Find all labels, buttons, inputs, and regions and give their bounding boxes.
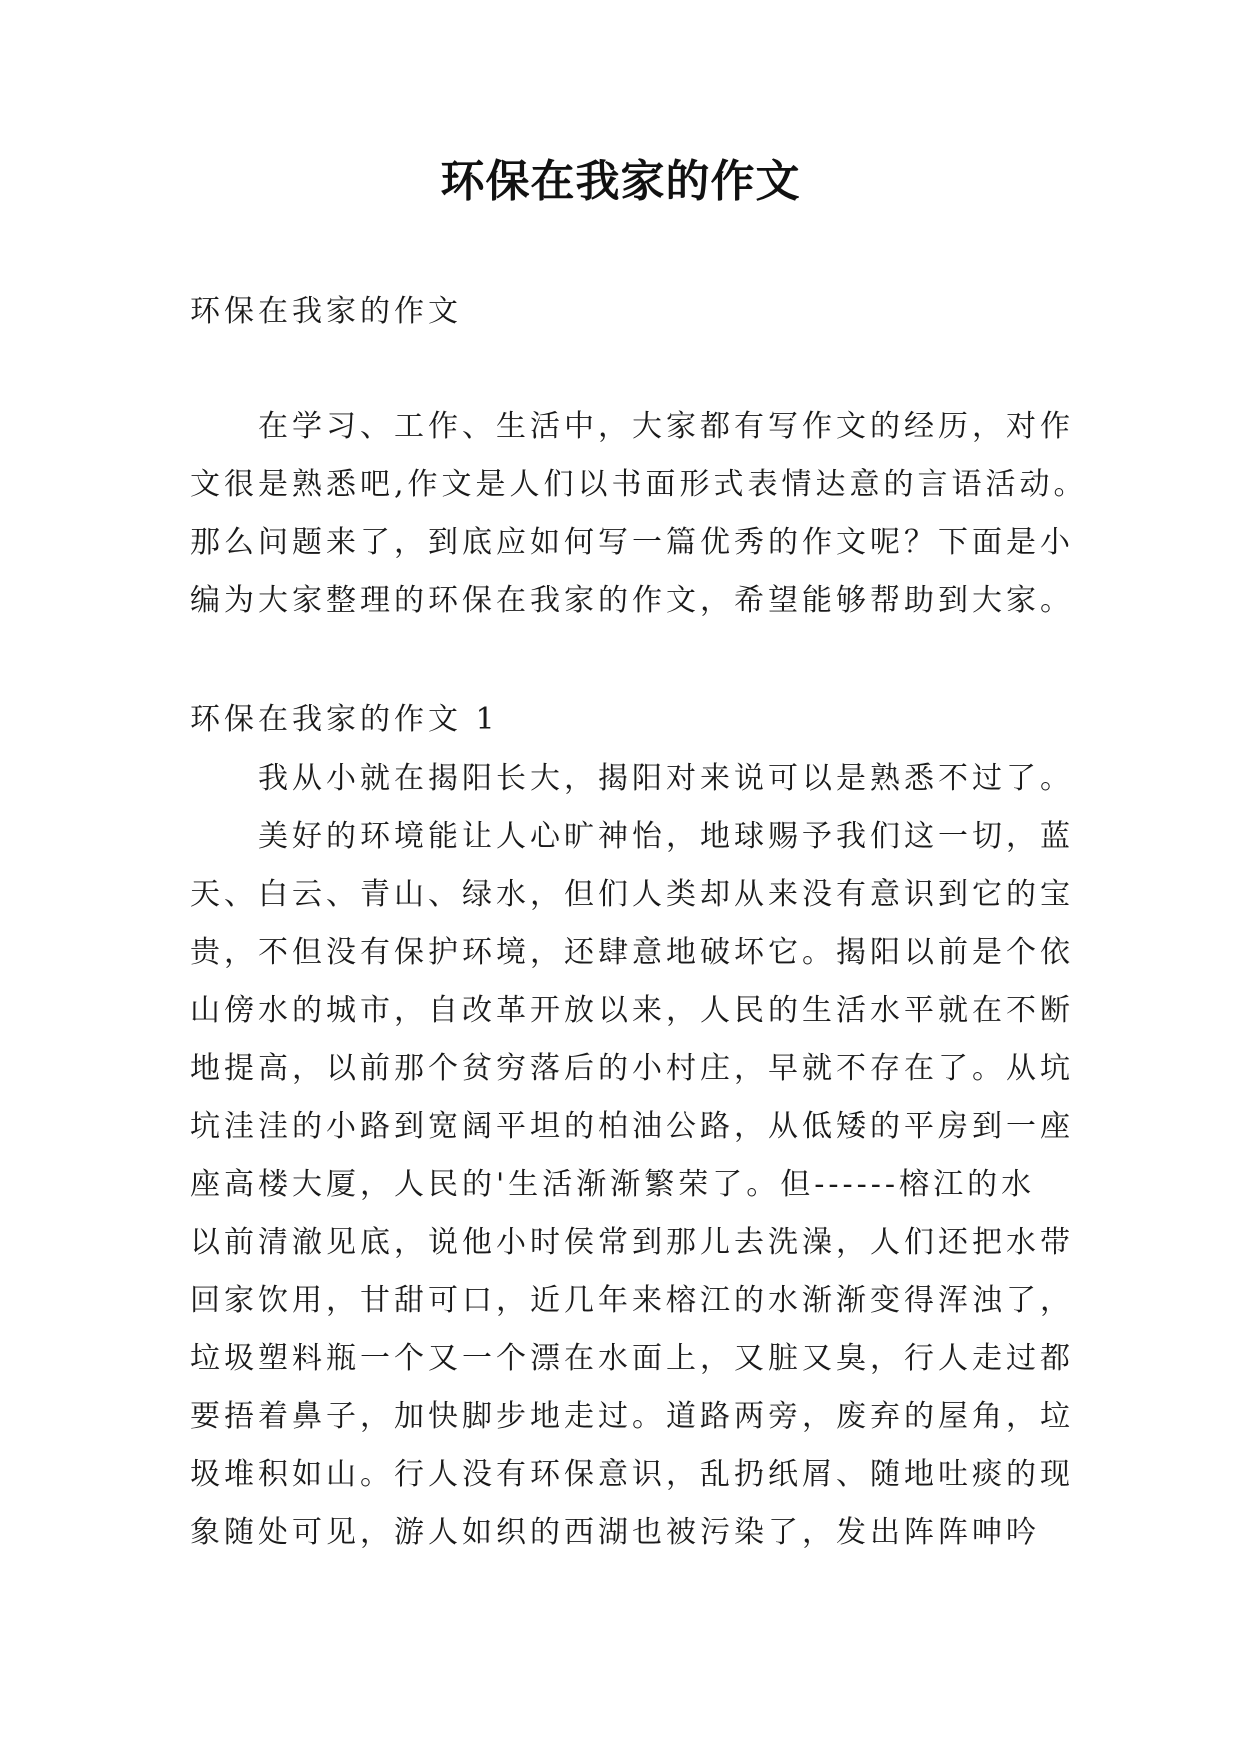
intro-line: 那么问题来了，到底应如何写一篇优秀的作文呢？下面是小: [190, 525, 1074, 560]
document-subtitle: 环保在我家的作文: [190, 294, 462, 329]
intro-line: 在学习、工作、生活中，大家都有写作文的经历，对作: [258, 409, 1074, 444]
body-line: 回家饮用，甘甜可口，近几年来榕江的水渐渐变得浑浊了，: [190, 1283, 1074, 1318]
body-line: 美好的环境能让人心旷神怡，地球赐予我们这一切，蓝: [258, 819, 1074, 854]
body-line: 以前清澈见底，说他小时侯常到那儿去洗澡，人们还把水带: [190, 1225, 1074, 1260]
body-line: 贵，不但没有保护环境，还肆意地破坏它。揭阳以前是个依: [190, 935, 1074, 970]
intro-paragraph: [190, 398, 1088, 630]
section-heading: 环保在我家的作文 1: [190, 702, 499, 737]
body-line: 天、白云、青山、绿水，但们人类却从来没有意识到它的宝: [190, 877, 1074, 912]
document-title: 环保在我家的作文: [440, 156, 801, 207]
body-line: 座高楼大厦，人民的'生活渐渐繁荣了。但------榕江的水: [190, 1167, 1036, 1202]
body-line: 圾堆积如山。行人没有环保意识，乱扔纸屑、随地吐痰的现: [190, 1457, 1074, 1492]
body-line: 坑洼洼的小路到宽阔平坦的柏油公路，从低矮的平房到一座: [190, 1109, 1074, 1144]
body-line: 要捂着鼻子，加快脚步地走过。道路两旁，废弃的屋角，垃: [190, 1399, 1074, 1434]
intro-line: 编为大家整理的环保在我家的作文，希望能够帮助到大家。: [190, 583, 1074, 618]
body-line: 我从小就在揭阳长大，揭阳对来说可以是熟悉不过了。: [258, 761, 1074, 796]
body-line: 垃圾塑料瓶一个又一个漂在水面上，又脏又臭，行人走过都: [190, 1341, 1074, 1376]
body-line: 山傍水的城市，自改革开放以来，人民的生活水平就在不断: [190, 993, 1074, 1028]
body-line: 地提高，以前那个贫穷落后的小村庄，早就不存在了。从坑: [190, 1051, 1074, 1086]
body-line: 象随处可见，游人如织的西湖也被污染了，发出阵阵呻吟: [190, 1515, 1040, 1550]
essay-body: [190, 750, 1074, 1562]
intro-line: 文很是熟悉吧,作文是人们以书面形式表情达意的言语活动。: [190, 467, 1088, 502]
